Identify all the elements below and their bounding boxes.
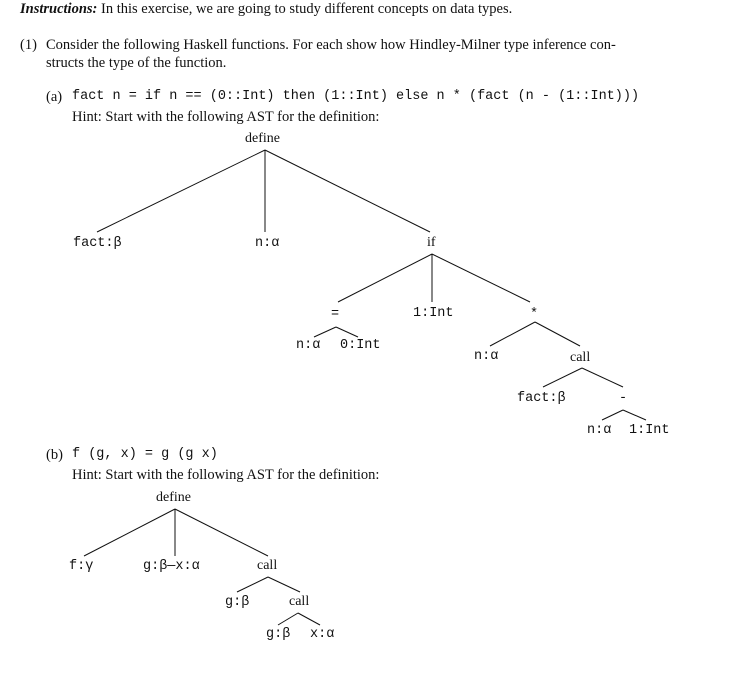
instructions-text: In this exercise, we are going to study different concepts on data types. (97, 1, 513, 17)
question-number: (1) (20, 37, 37, 53)
ast-b-f-node: f:γ (69, 559, 94, 574)
ast-b-call-outer-node: call (257, 558, 278, 573)
ast-a-call-node: call (570, 350, 591, 365)
ast-a-one-minus-node: 1:Int (629, 423, 670, 438)
part-b-label: (b) (46, 447, 63, 463)
instructions-label: Instructions: (20, 1, 98, 17)
edge-minus-n (602, 410, 623, 420)
ast-a-define-node: define (245, 131, 280, 146)
ast-a-fact-node: fact:β (73, 236, 122, 251)
edge-call-fact (543, 368, 582, 387)
ast-a-times-node: * (530, 307, 539, 322)
edge-b-inner-g (278, 613, 298, 625)
question-text-line1: Consider the following Haskell functions. For each show how Hindley-Milner type inference con- (46, 37, 616, 53)
edge-b-define-f (84, 509, 175, 556)
ast-a-n-minus-node: n:α (587, 423, 612, 438)
ast-a-one-node: 1:Int (413, 306, 454, 321)
ast-b-call-inner-node: call (289, 594, 310, 609)
question-text-line2: structs the type of the function. (46, 55, 227, 71)
edge-times-n (490, 322, 535, 346)
ast-b-x-inner-node: x:α (310, 627, 335, 642)
ast-a-eq-node: = (331, 307, 340, 322)
edge-b-inner-x (298, 613, 320, 625)
ast-a-if-node: if (427, 235, 436, 250)
edge-call-minus (582, 368, 623, 387)
ast-a-minus-node: - (619, 391, 628, 406)
edge-define-fact (97, 150, 265, 232)
ast-b-pair-node: g:β—x:α (143, 559, 200, 574)
edge-minus-one (623, 410, 646, 420)
edge-if-times (432, 254, 530, 302)
edge-b-define-call (175, 509, 268, 556)
ast-a-fact-call-node: fact:β (517, 391, 566, 406)
ast-a-zero-node: 0:Int (340, 338, 381, 353)
edge-define-if (265, 150, 430, 232)
ast-b-g-outer-node: g:β (225, 595, 250, 610)
edge-eq-n (314, 327, 336, 337)
part-b-code: f (g, x) = g (g x) (72, 447, 218, 462)
edge-b-call-g (237, 577, 268, 592)
ast-a-n-times-node: n:α (474, 349, 499, 364)
ast-a-n-node: n:α (255, 236, 280, 251)
part-b-hint: Hint: Start with the following AST for the definition: (72, 467, 380, 483)
ast-a-n-eq-node: n:α (296, 338, 321, 353)
edge-eq-zero (336, 327, 358, 337)
ast-b-g-inner-node: g:β (266, 627, 291, 642)
part-a-code: fact n = if n == (0::Int) then (1::Int) else n * (fact (n - (1::Int))) (72, 89, 640, 104)
edge-if-eq (338, 254, 432, 302)
part-a-label: (a) (46, 89, 63, 105)
edge-b-call-call (268, 577, 300, 592)
ast-b-define-node: define (156, 490, 191, 505)
edge-times-call (535, 322, 580, 346)
part-a-hint: Hint: Start with the following AST for the definition: (72, 109, 380, 125)
